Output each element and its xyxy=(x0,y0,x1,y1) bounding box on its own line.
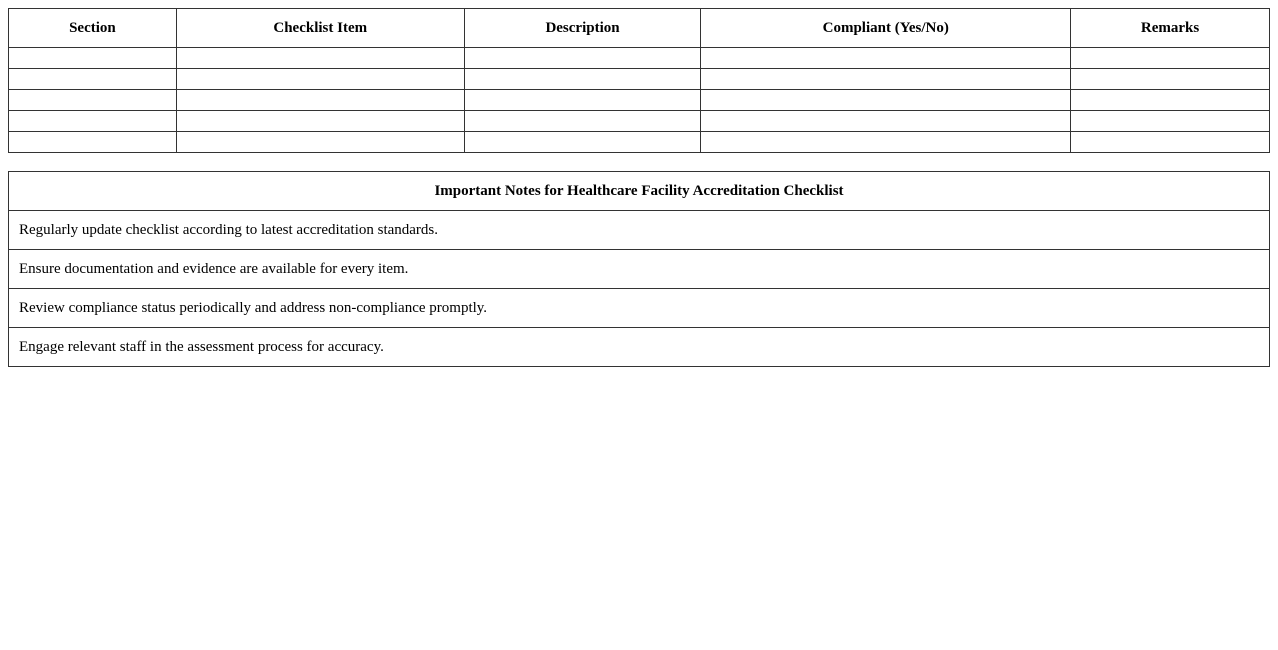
table-row xyxy=(9,132,1270,153)
compliant-cell[interactable] xyxy=(701,48,1071,69)
checklist-item-cell[interactable] xyxy=(176,90,464,111)
checklist-table xyxy=(8,8,1270,153)
remarks-cell[interactable] xyxy=(1071,69,1270,90)
description-cell[interactable] xyxy=(464,132,701,153)
notes-table xyxy=(8,171,1270,367)
remarks-cell[interactable] xyxy=(1071,111,1270,132)
table-row xyxy=(9,69,1270,90)
description-cell[interactable] xyxy=(464,111,701,132)
remarks-cell[interactable] xyxy=(1071,48,1270,69)
note-row xyxy=(9,211,1270,250)
column-header-checklist-item: Checklist Item xyxy=(176,9,464,48)
checklist-item-cell[interactable] xyxy=(176,132,464,153)
column-header-section: Section xyxy=(9,9,177,48)
column-header-description: Description xyxy=(464,9,701,48)
compliant-cell[interactable] xyxy=(701,90,1071,111)
section-cell[interactable] xyxy=(9,111,177,132)
table-row xyxy=(9,90,1270,111)
note-row xyxy=(9,250,1270,289)
remarks-cell[interactable] xyxy=(1071,132,1270,153)
checklist-item-cell[interactable] xyxy=(176,69,464,90)
column-header-compliant: Compliant (Yes/No) xyxy=(701,9,1071,48)
note-row xyxy=(9,289,1270,328)
notes-title: Important Notes for Healthcare Facility Accreditation Checklist xyxy=(9,172,1270,211)
table-row xyxy=(9,48,1270,69)
note-item: Engage relevant staff in the assessment process for accuracy. xyxy=(9,328,1270,367)
compliant-cell[interactable] xyxy=(701,69,1071,90)
column-header-remarks: Remarks xyxy=(1071,9,1270,48)
description-cell[interactable] xyxy=(464,48,701,69)
compliant-cell[interactable] xyxy=(701,111,1071,132)
note-item: Regularly update checklist according to latest accreditation standards. xyxy=(9,211,1270,250)
checklist-item-cell[interactable] xyxy=(176,111,464,132)
note-item: Ensure documentation and evidence are available for every item. xyxy=(9,250,1270,289)
section-cell[interactable] xyxy=(9,48,177,69)
remarks-cell[interactable] xyxy=(1071,90,1270,111)
checklist-item-cell[interactable] xyxy=(176,48,464,69)
description-cell[interactable] xyxy=(464,69,701,90)
notes-header-row xyxy=(9,172,1270,211)
note-row xyxy=(9,328,1270,367)
section-cell[interactable] xyxy=(9,69,177,90)
description-cell[interactable] xyxy=(464,90,701,111)
section-cell[interactable] xyxy=(9,90,177,111)
section-cell[interactable] xyxy=(9,132,177,153)
table-row xyxy=(9,111,1270,132)
compliant-cell[interactable] xyxy=(701,132,1071,153)
note-item: Review compliance status periodically and address non-compliance promptly. xyxy=(9,289,1270,328)
header-row xyxy=(9,9,1270,48)
